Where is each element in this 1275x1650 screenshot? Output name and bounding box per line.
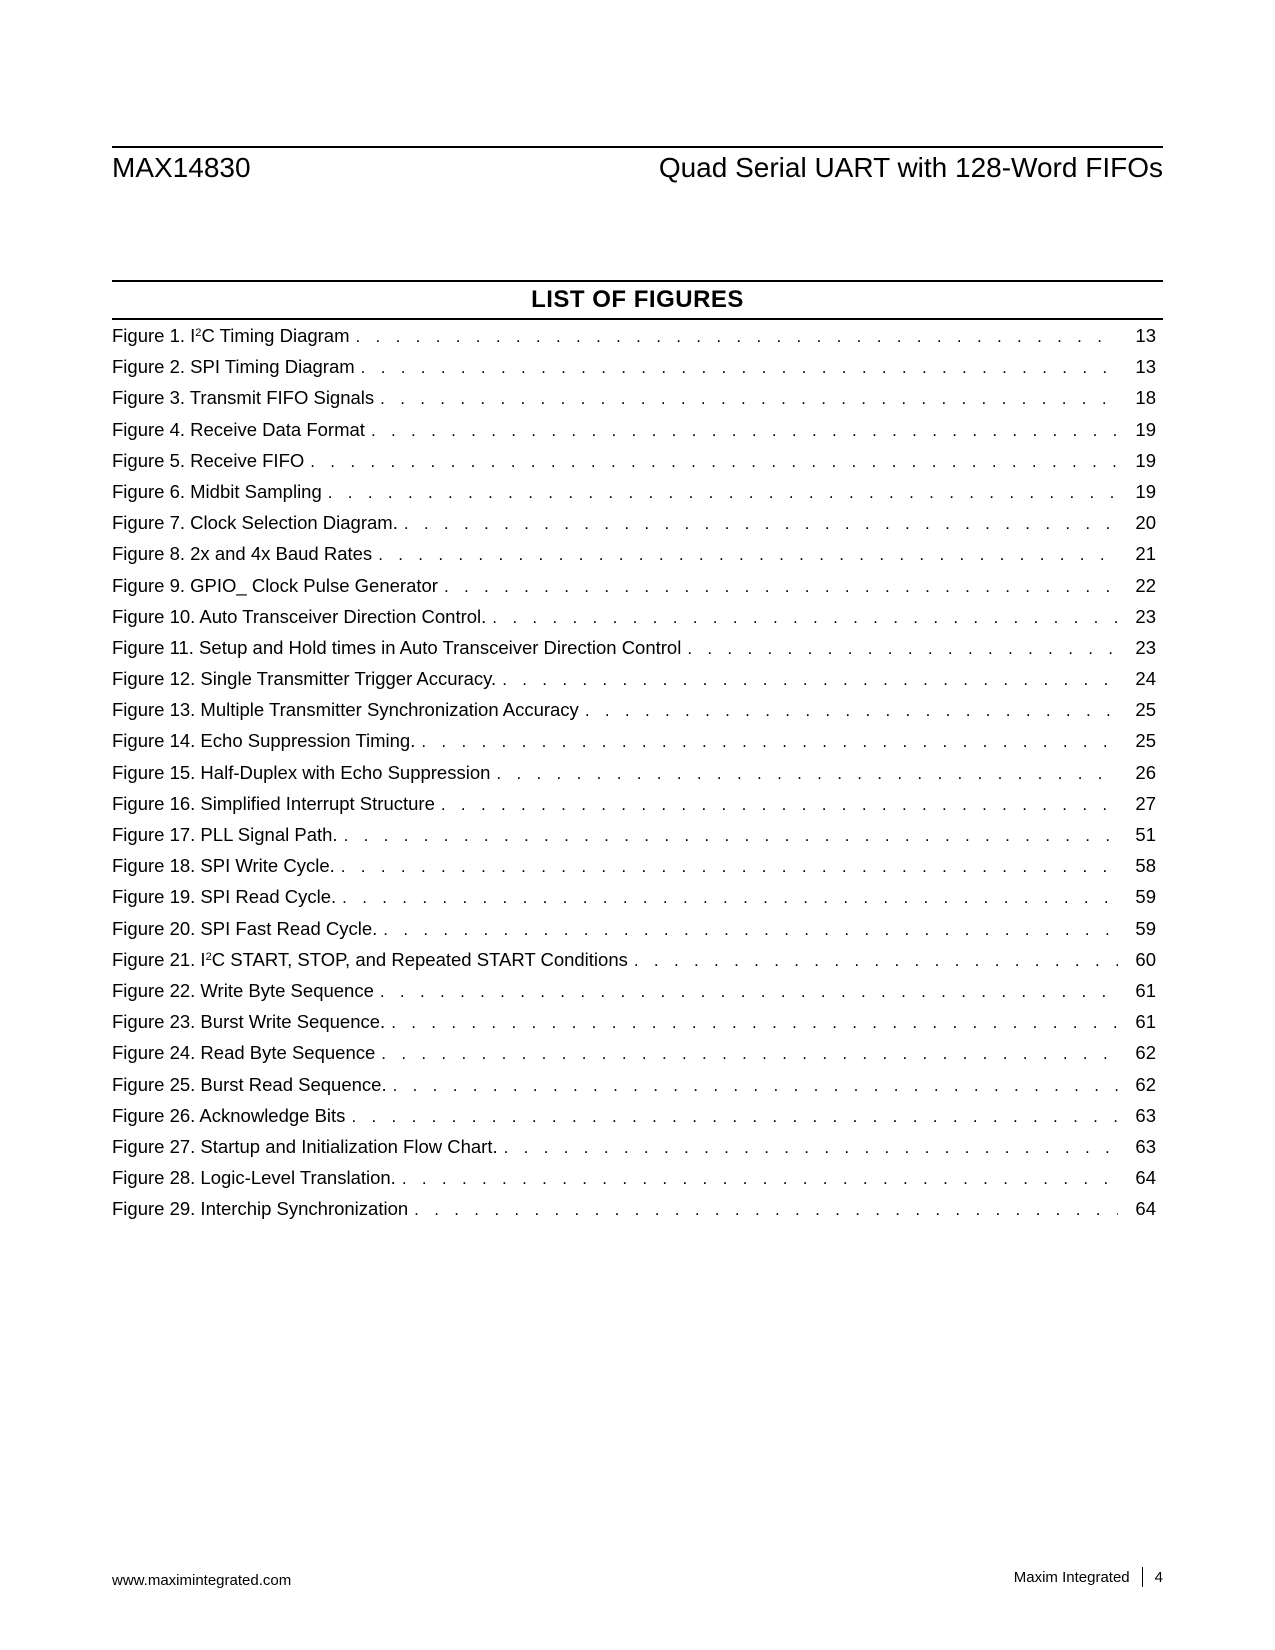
figure-page-number: 20 — [1135, 512, 1156, 534]
figure-label: Figure 11. Setup and Hold times in Auto Transceiver Direction Control — [112, 636, 682, 658]
dot-leader — [504, 1138, 1118, 1158]
figure-list — [112, 325, 1156, 1229]
page-header — [112, 148, 1163, 188]
figure-page-number: 23 — [1135, 605, 1156, 627]
figure-label: Figure 12. Single Transmitter Trigger Accuracy. — [112, 668, 497, 690]
figure-page-number: 63 — [1135, 1135, 1156, 1157]
figure-list-item[interactable] — [112, 1011, 1156, 1042]
figure-label: Figure 23. Burst Write Sequence. — [112, 1011, 386, 1033]
figure-label: Figure 17. PLL Signal Path. — [112, 824, 338, 845]
figure-page-number: 22 — [1135, 574, 1156, 596]
figure-label: Figure 20. SPI Fast Read Cycle. — [112, 917, 378, 939]
figure-list-item[interactable] — [112, 637, 1156, 668]
figure-label: Figure 27. Startup and Initialization Flow Chart. — [112, 1135, 498, 1157]
figure-label: Figure 3. Transmit FIFO Signals — [112, 387, 375, 409]
dot-leader — [378, 545, 1118, 565]
figure-list-item[interactable] — [112, 450, 1156, 481]
figure-label: Figure 14. Echo Suppression Timing. — [112, 730, 416, 752]
figure-list-item[interactable] — [112, 980, 1156, 1011]
document-title: Quad Serial UART with 128-Word FIFOs — [658, 152, 1163, 183]
figure-page-number: 60 — [1135, 948, 1156, 970]
figure-label: Figure 19. SPI Read Cycle. — [112, 886, 337, 908]
figure-page-number: 26 — [1135, 761, 1156, 783]
figure-list-item[interactable] — [112, 512, 1156, 543]
figure-label: Figure 10. Auto Transceiver Direction Control. — [112, 605, 487, 627]
figure-label: Figure 7. Clock Selection Diagram. — [112, 512, 398, 534]
figure-page-number: 18 — [1135, 387, 1156, 409]
dot-leader — [344, 826, 1118, 846]
figure-page-number: 64 — [1135, 1198, 1156, 1220]
figure-list-item[interactable] — [112, 606, 1156, 637]
dot-leader — [421, 732, 1118, 752]
figure-page-number: 64 — [1135, 1167, 1156, 1189]
figure-label: Figure 9. GPIO_ Clock Pulse Generator — [112, 574, 438, 596]
figure-label: Figure 15. Half-Duplex with Echo Suppression — [112, 761, 491, 783]
figure-list-item[interactable] — [112, 949, 1156, 980]
footer-url[interactable]: www.maximintegrated.com — [112, 1572, 292, 1589]
figure-list-item[interactable] — [112, 668, 1156, 699]
dot-leader — [381, 1044, 1118, 1064]
figure-label: Figure 16. Simplified Interrupt Structure — [112, 792, 435, 814]
dot-leader — [380, 389, 1118, 409]
figure-label: Figure 4. Receive Data Format — [112, 418, 365, 440]
dot-leader — [341, 857, 1118, 877]
figure-label: Figure 25. Burst Read Sequence. — [112, 1073, 387, 1095]
figure-page-number: 58 — [1135, 855, 1156, 877]
figure-page-number: 63 — [1135, 1104, 1156, 1126]
figure-page-number: 19 — [1135, 480, 1156, 502]
figure-label: Figure 8. 2x and 4x Baud Rates — [112, 543, 373, 565]
dot-leader — [380, 982, 1118, 1002]
figure-list-item[interactable] — [112, 918, 1156, 949]
figure-page-number: 13 — [1135, 325, 1156, 346]
dot-leader — [441, 795, 1118, 815]
section-rule-bottom — [112, 318, 1163, 320]
dot-leader — [502, 670, 1118, 690]
dot-leader — [444, 577, 1118, 597]
dot-leader — [496, 764, 1118, 784]
figure-page-number: 27 — [1135, 792, 1156, 814]
footer-company: Maxim Integrated — [1013, 1568, 1130, 1586]
dot-leader — [391, 1013, 1118, 1033]
figure-label: Figure 5. Receive FIFO — [112, 449, 305, 471]
figure-list-item[interactable] — [112, 1042, 1156, 1073]
dot-leader — [371, 421, 1118, 441]
dot-leader — [328, 483, 1118, 503]
figure-list-item[interactable] — [112, 1136, 1156, 1167]
figure-list-item[interactable] — [112, 824, 1156, 855]
figure-page-number: 21 — [1135, 543, 1156, 565]
dot-leader — [492, 608, 1118, 628]
figure-page-number: 25 — [1135, 730, 1156, 752]
figure-label: Figure 1. $I^2C$ Timing Diagram — [112, 325, 350, 346]
figure-label: Figure 6. Midbit Sampling — [112, 480, 322, 502]
figure-page-number: 61 — [1135, 979, 1156, 1001]
dot-leader — [414, 1200, 1118, 1220]
figure-page-number: 59 — [1135, 886, 1156, 908]
figure-page-number: 24 — [1135, 668, 1156, 690]
figure-list-item[interactable] — [112, 762, 1156, 793]
dot-leader — [393, 1076, 1118, 1096]
figure-label: Figure 2. SPI Timing Diagram — [112, 356, 355, 378]
dot-leader — [383, 920, 1118, 940]
section-title: LIST OF FIGURES — [531, 286, 744, 313]
figure-list-item[interactable] — [112, 387, 1156, 418]
figure-page-number: 19 — [1135, 418, 1156, 440]
dot-leader — [342, 888, 1118, 908]
figure-list-item[interactable] — [112, 886, 1156, 917]
figure-list-item[interactable] — [112, 356, 1156, 387]
dot-leader — [351, 1107, 1118, 1127]
figure-list-item[interactable] — [112, 730, 1156, 761]
figure-page-number: 19 — [1135, 449, 1156, 471]
footer-page-number: 4 — [1154, 1568, 1163, 1586]
dot-leader — [310, 452, 1118, 472]
section-rule-top — [112, 280, 1163, 282]
figure-label: Figure 13. Multiple Transmitter Synchronization Accuracy — [112, 699, 579, 721]
figure-list-item[interactable] — [112, 1105, 1156, 1136]
footer-right — [1014, 1567, 1163, 1587]
figure-list-item[interactable] — [112, 1074, 1156, 1105]
figure-page-number: 62 — [1135, 1042, 1156, 1064]
figure-list-item[interactable] — [112, 1198, 1156, 1229]
figure-label: Figure 28. Logic-Level Translation. — [112, 1167, 396, 1189]
figure-list-item[interactable] — [112, 793, 1156, 824]
figure-list-item[interactable] — [112, 419, 1156, 450]
figure-label: Figure 18. SPI Write Cycle. — [112, 855, 335, 877]
figure-label: Figure 22. Write Byte Sequence — [112, 979, 374, 1001]
dot-leader — [361, 358, 1118, 378]
figure-list-item[interactable] — [112, 325, 1156, 356]
figure-page-number: 62 — [1135, 1073, 1156, 1095]
figure-list-item[interactable] — [112, 855, 1156, 886]
figure-list-item[interactable] — [112, 543, 1156, 574]
figure-page-number: 51 — [1135, 824, 1156, 845]
figure-page-number: 25 — [1135, 699, 1156, 721]
dot-leader — [687, 639, 1118, 659]
figure-label: Figure 21. $I^2C$ START, STOP, and Repeated START Conditions — [112, 948, 628, 970]
figure-label: Figure 29. Interchip Synchronization — [112, 1198, 409, 1220]
figure-list-item[interactable] — [112, 575, 1156, 606]
figure-page-number: 61 — [1135, 1011, 1156, 1033]
figure-list-item[interactable] — [112, 699, 1156, 730]
figure-page-number: 59 — [1135, 917, 1156, 939]
dot-leader — [634, 951, 1118, 971]
figure-list-item[interactable] — [112, 481, 1156, 512]
footer-separator — [1142, 1567, 1143, 1587]
figure-label: Figure 24. Read Byte Sequence — [112, 1042, 376, 1064]
dot-leader — [356, 327, 1118, 347]
figure-page-number: 13 — [1135, 356, 1156, 378]
dot-leader — [404, 514, 1118, 534]
figure-label: Figure 26. Acknowledge Bits — [112, 1104, 346, 1126]
dot-leader — [402, 1169, 1118, 1189]
dot-leader — [585, 701, 1118, 721]
part-number: MAX14830 — [112, 152, 251, 183]
figure-page-number: 23 — [1135, 636, 1156, 658]
figure-list-item[interactable] — [112, 1167, 1156, 1198]
